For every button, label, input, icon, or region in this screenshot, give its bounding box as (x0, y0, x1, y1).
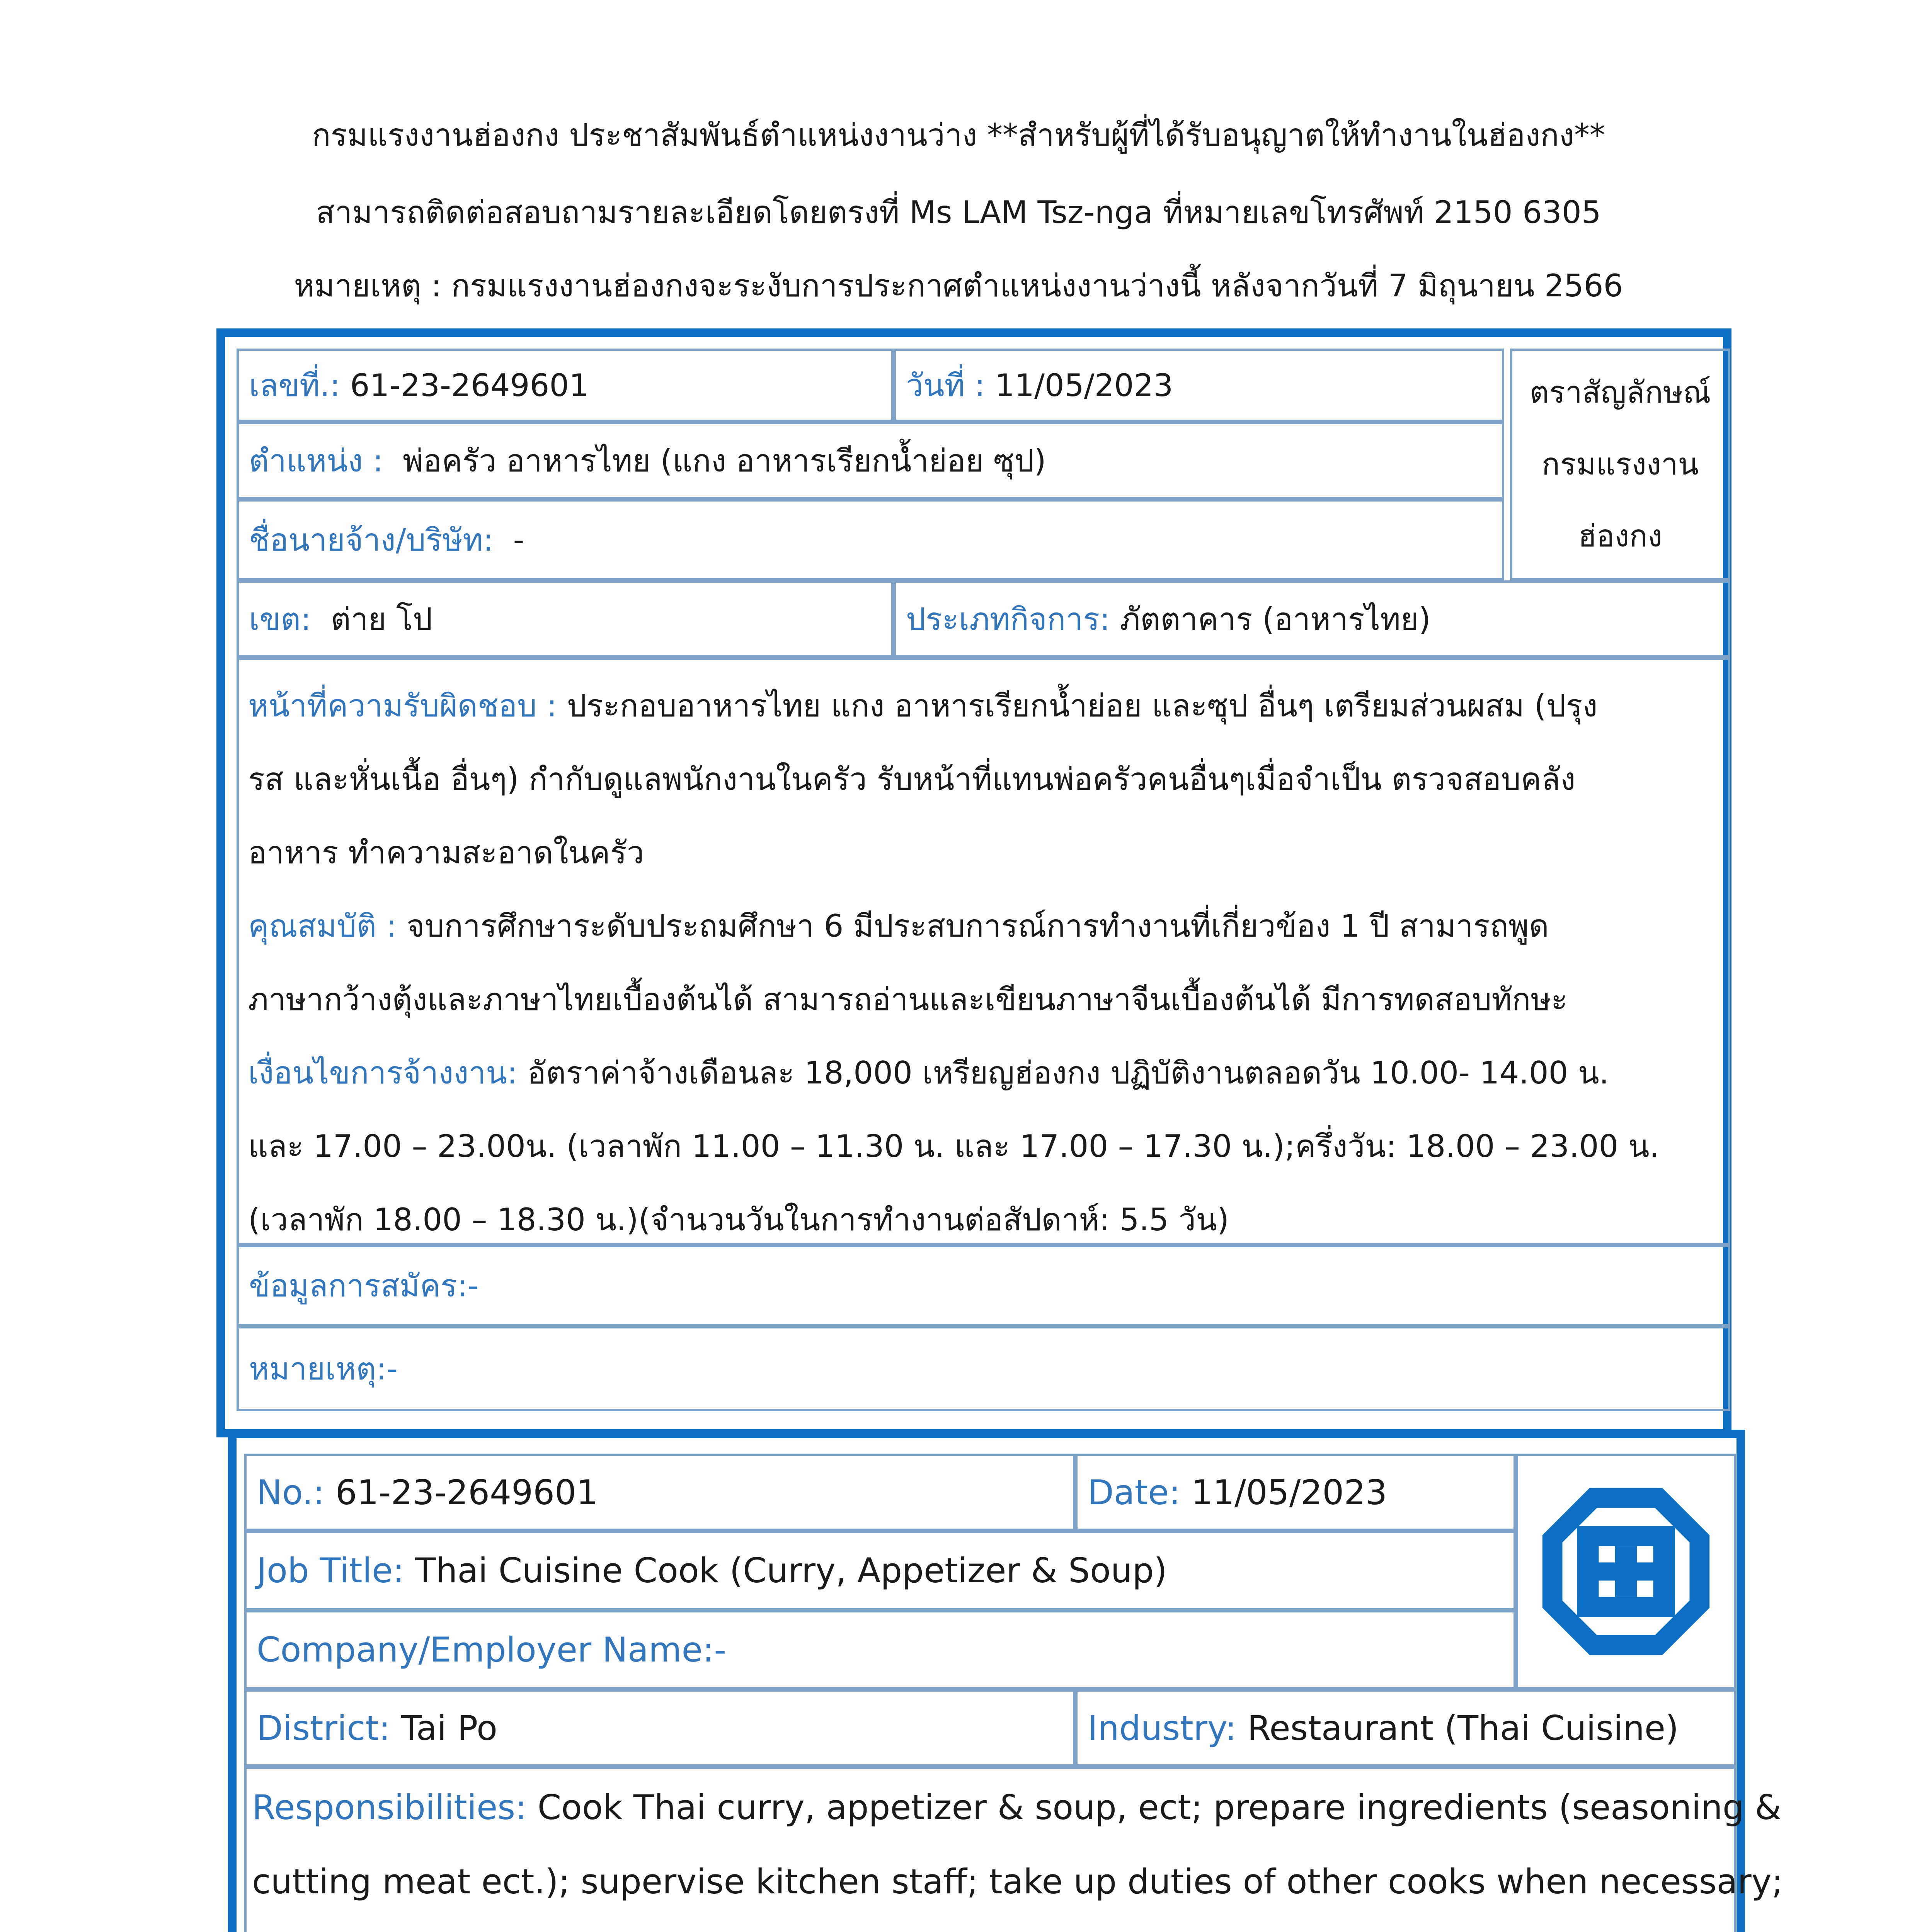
thai-employer-value: - (513, 522, 524, 558)
en-resp-label: Responsibilities: (252, 1787, 527, 1827)
en-industry-label: Industry: (1088, 1708, 1237, 1748)
en-district-label: District: (257, 1708, 390, 1748)
thai-title-value: พ่อครัว อาหารไทย (แกง อาหารเรียกน้ำย่อย ซุป) (403, 442, 1046, 479)
thai-no-label: เลขที่.: (249, 367, 340, 403)
en-no-value: 61-23-2649601 (335, 1472, 598, 1512)
thai-employer-label: ชื่อนายจ้าง/บริษัท: (249, 522, 494, 558)
en-emblem-cell (1516, 1454, 1736, 1689)
english-section (228, 1430, 1783, 1932)
labour-department-logo-icon (1535, 1481, 1717, 1662)
en-title-value: Thai Cuisine Cook (Curry, Appetizer & Soup) (415, 1551, 1167, 1590)
thai-title-label: ตำแหน่ง : (249, 442, 383, 479)
thai-terms-line-1: อัตราค่าจ้างเดือนละ 18,000 เหรียญฮ่องกง ปฏิบัติงานตลอดวัน 10.00- 14.00 น. (527, 1055, 1609, 1091)
thai-resp-line-3: อาหาร ทำความสะอาดในครัว (248, 835, 644, 871)
thai-date-cell (894, 349, 1504, 422)
en-district-cell (244, 1689, 1075, 1767)
en-title-label: Job Title: (257, 1551, 404, 1590)
header-line-1: กรมแรงงานฮ่องกง ประชาสัมพันธ์ตำแหน่งงานว่าง **สำหรับผู้ที่ได้รับอนุญาตให้ทำงานในฮ่องกง** (312, 117, 1605, 153)
header-line-3: หมายเหตุ : กรมแรงงานฮ่องกงจะระงับการประกาศตำแหน่งงานว่างนี้ หลังจากวันที่ 7 มิถุนายน 2566 (294, 268, 1623, 304)
en-title-cell (244, 1531, 1516, 1610)
thai-date-label: วันที่ : (906, 367, 985, 403)
thai-apply-label: ข้อมูลการสมัคร:- (249, 1267, 479, 1304)
en-date-cell (1075, 1454, 1516, 1531)
en-employer-cell (244, 1610, 1516, 1689)
thai-date-value: 11/05/2023 (995, 367, 1173, 403)
en-industry-cell (1075, 1689, 1736, 1767)
thai-responsibilities (248, 669, 1659, 1257)
en-no-cell (244, 1454, 1075, 1531)
thai-industry-cell (894, 580, 1730, 658)
thai-emblem-text: ตราสัญลักษณ์ กรมแรงงาน ฮ่องกง (1529, 375, 1711, 554)
thai-apply-cell (237, 1245, 1730, 1326)
thai-resp-line-2: รส และหั่นเนื้อ อื่นๆ) กำกับดูแลพนักงานในครัว รับหน้าที่แทนพ่อครัวคนอื่นๆเมื่อจำเป็น ตรวจสอบคลัง (248, 761, 1576, 797)
thai-district-label: เขต: (249, 601, 311, 637)
thai-terms-line-3: (เวลาพัก 18.00 – 18.30 น.)(จำนวนวันในการทำงานต่อสัปดาห์: 5.5 วัน) (248, 1202, 1229, 1238)
thai-terms-label: เงื่อนไขการจ้างงาน: (248, 1055, 518, 1091)
thai-resp-label: หน้าที่ความรับผิดชอบ : (248, 688, 557, 724)
thai-req-line-2: ภาษากว้างตุ้งและภาษาไทยเบื้องต้นได้ สามารถอ่านและเขียนภาษาจีนเบื้องต้นได้ มีการทดสอบทักษะ (248, 981, 1568, 1017)
thai-remarks-cell (237, 1326, 1730, 1411)
header-line-2: สามารถติดต่อสอบถามรายละเอียดโดยตรงที่ Ms LAM Tsz-nga ที่หมายเลขโทรศัพท์ 2150 6305 (316, 194, 1601, 230)
thai-section (216, 328, 1731, 1437)
thai-employer-cell (237, 499, 1504, 580)
en-industry-value: Restaurant (Thai Cuisine) (1247, 1708, 1679, 1748)
thai-industry-value: ภัตตาคาร (อาหารไทย) (1120, 601, 1431, 637)
thai-terms-line-2: และ 17.00 – 23.00น. (เวลาพัก 11.00 – 11.30 น. และ 17.00 – 17.30 น.);ครึ่งวัน: 18.00 – 23.00 น. (248, 1128, 1659, 1164)
thai-resp-line-1: ประกอบอาหารไทย แกง อาหารเรียกน้ำย่อย และซุป อื่นๆ เตรียมส่วนผสม (ปรุง (567, 688, 1598, 724)
en-date-label: Date: (1088, 1472, 1180, 1512)
thai-industry-label: ประเภทกิจการ: (906, 601, 1110, 637)
thai-emblem-cell (1510, 349, 1730, 580)
en-date-value: 11/05/2023 (1191, 1472, 1388, 1512)
en-resp-line-2: cutting meat ect.); supervise kitchen staff; take up duties of other cooks when necessary; (252, 1862, 1783, 1901)
thai-district-cell (237, 580, 894, 658)
en-district-value: Tai Po (401, 1708, 498, 1748)
thai-req-line-1: จบการศึกษาระดับประถมศึกษา 6 มีประสบการณ์การทำงานที่เกี่ยวข้อง 1 ปี สามารถพูด (406, 908, 1549, 944)
thai-no-cell (237, 349, 894, 422)
thai-title-cell (237, 422, 1504, 499)
en-resp-line-1: Cook Thai curry, appetizer & soup, ect; prepare ingredients (seasoning & (537, 1787, 1782, 1827)
en-responsibilities (252, 1770, 1783, 1932)
thai-req-label: คุณสมบัติ : (248, 908, 397, 944)
en-no-label: No.: (257, 1472, 325, 1512)
thai-district-value: ต่าย โป (330, 601, 432, 637)
en-resp-line-3 (252, 1919, 1783, 1932)
thai-remarks-label: หมายเหตุ:- (249, 1350, 398, 1387)
en-employer-label: Company/Employer Name:- (257, 1630, 727, 1670)
thai-no-value: 61-23-2649601 (350, 367, 589, 403)
